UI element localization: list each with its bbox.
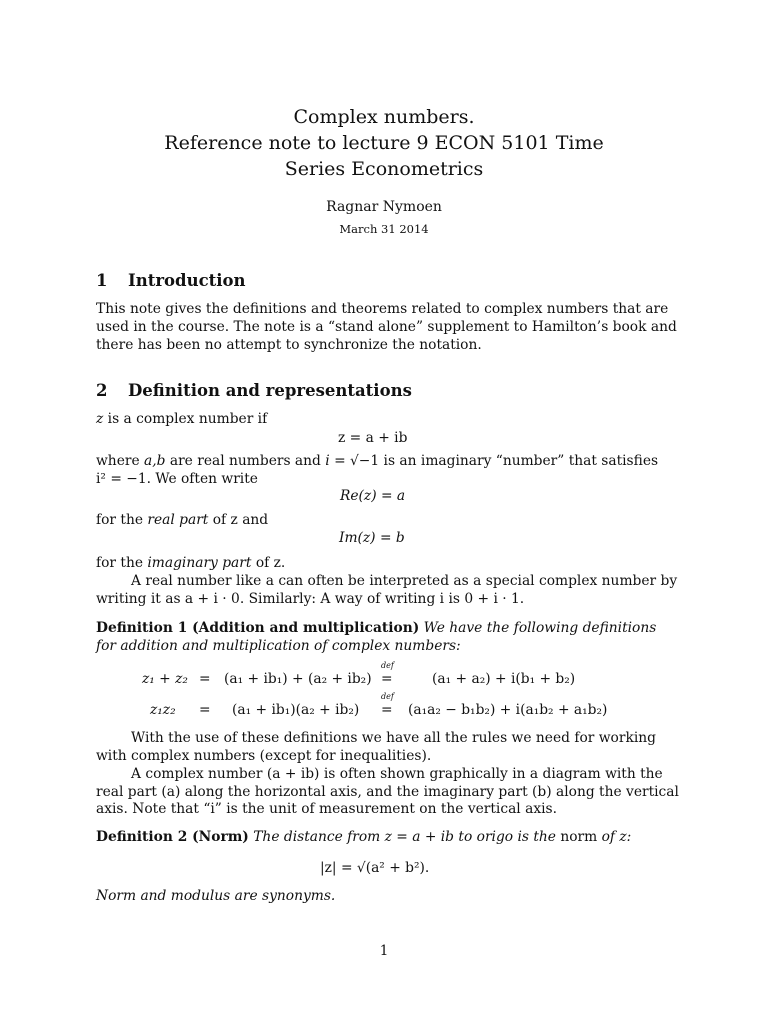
section-2-number: 2 bbox=[96, 381, 108, 400]
after-def1-line-4: real part (a) along the horizontal axis, and the imaginary part (b) along the vertical bbox=[96, 784, 679, 800]
def1-row2-def-label: def bbox=[381, 692, 394, 701]
where-mid: are real numbers and bbox=[165, 453, 326, 469]
real-part-line bbox=[96, 512, 268, 528]
equation-real-part: Re(z) = a bbox=[340, 488, 406, 504]
section-1-heading bbox=[96, 271, 246, 290]
title-line-2: Reference note to lecture 9 ECON 5101 Time bbox=[164, 132, 604, 154]
title-line-1: Complex numbers. bbox=[293, 106, 475, 128]
title-line-3: Series Econometrics bbox=[284, 158, 484, 180]
definition-2-text: The distance from z = a + ib to origo is the bbox=[253, 829, 556, 845]
date: March 31 2014 bbox=[339, 222, 429, 236]
section-2-title: Definition and representations bbox=[128, 381, 412, 400]
where-eq: = √−1 is an imaginary “number” that satisfies bbox=[329, 453, 659, 469]
definition-1-label: Definition 1 (Addition and multiplication) bbox=[96, 620, 420, 636]
section-2-heading bbox=[96, 381, 412, 400]
z-intro bbox=[96, 411, 267, 427]
i-squared-line: i² = −1. We often write bbox=[96, 471, 258, 487]
def1-row2-mid: (a₁ + ib₁)(a₂ + ib₂) bbox=[232, 702, 360, 718]
def1-row1-mid: (a₁ + ib₁) + (a₂ + ib₂) bbox=[224, 671, 372, 687]
definition-1 bbox=[96, 620, 656, 636]
where-i: i bbox=[325, 453, 330, 469]
imag-part-line bbox=[96, 555, 285, 571]
def1-row2-lhs: z₁z₂ bbox=[150, 702, 176, 718]
after-def1-line-2: with complex numbers (except for inequalities). bbox=[96, 748, 432, 764]
where-text: where bbox=[96, 453, 145, 469]
definition-2-norm-word: norm bbox=[560, 829, 598, 845]
equation-norm: |z| = √(a² + b²). bbox=[320, 860, 430, 876]
imag-part-term: imaginary part bbox=[147, 555, 252, 571]
def1-row1-def-label: def bbox=[381, 661, 394, 670]
where-ab: a,b bbox=[144, 453, 166, 469]
def1-row1-def bbox=[381, 661, 394, 687]
intro-line-2: used in the course. The note is a “stand alone” supplement to Hamilton’s book and bbox=[96, 319, 677, 335]
definition-2-footer: Norm and modulus are synonyms. bbox=[96, 888, 336, 904]
equation-z-def: z = a + ib bbox=[338, 430, 408, 446]
def1-row1-lhs: z₁ + z₂ bbox=[142, 671, 188, 687]
real-part-pre: for the bbox=[96, 512, 148, 528]
author: Ragnar Nymoen bbox=[326, 199, 442, 215]
after-def1-line-5: axis. Note that “i” is the unit of measurement on the vertical axis. bbox=[96, 801, 557, 817]
section-1-title: Introduction bbox=[128, 271, 246, 290]
def1-row2-eq: = bbox=[199, 702, 211, 718]
definition-2-text-end: of z: bbox=[601, 829, 632, 845]
imag-part-post: of z. bbox=[251, 555, 286, 571]
def1-row1-eq: = bbox=[199, 671, 211, 687]
definition-1-text-1: We have the following definitions bbox=[423, 620, 657, 636]
z-intro-text: is a complex number if bbox=[107, 411, 268, 427]
imag-part-pre: for the bbox=[96, 555, 148, 571]
section-1-number: 1 bbox=[96, 271, 108, 290]
real-number-line-2: writing it as a + i · 0. Similarly: A way of writing i is 0 + i · 1. bbox=[96, 591, 525, 607]
real-part-term: real part bbox=[147, 512, 209, 528]
def1-row1-rhs: (a₁ + a₂) + i(b₁ + b₂) bbox=[432, 671, 576, 687]
def1-row1-def-eq: = bbox=[381, 671, 393, 687]
def1-row2-def bbox=[381, 692, 394, 718]
after-def1-line-3: A complex number (a + ib) is often shown graphically in a diagram with the bbox=[131, 766, 663, 782]
real-number-line-1: A real number like a can often be interpreted as a special complex number by bbox=[131, 573, 678, 589]
real-part-post: of z and bbox=[208, 512, 269, 528]
equation-imag-part: Im(z) = b bbox=[339, 530, 405, 546]
definition-2 bbox=[96, 829, 631, 845]
definition-1-text-2: for addition and multiplication of complex numbers: bbox=[96, 638, 461, 654]
after-def1-line-1: With the use of these definitions we have all the rules we need for working bbox=[131, 730, 656, 746]
z-var: z bbox=[96, 411, 104, 427]
intro-line-3: there has been no attempt to synchronize the notation. bbox=[96, 337, 482, 353]
page-number: 1 bbox=[379, 943, 389, 959]
intro-line-1: This note gives the definitions and theorems related to complex numbers that are bbox=[96, 301, 669, 317]
def1-row2-rhs: (a₁a₂ − b₁b₂) + i(a₁b₂ + a₁b₂) bbox=[408, 702, 608, 718]
def1-row2-def-eq: = bbox=[381, 702, 393, 718]
definition-2-label: Definition 2 (Norm) bbox=[96, 829, 249, 845]
where-line bbox=[96, 453, 658, 469]
